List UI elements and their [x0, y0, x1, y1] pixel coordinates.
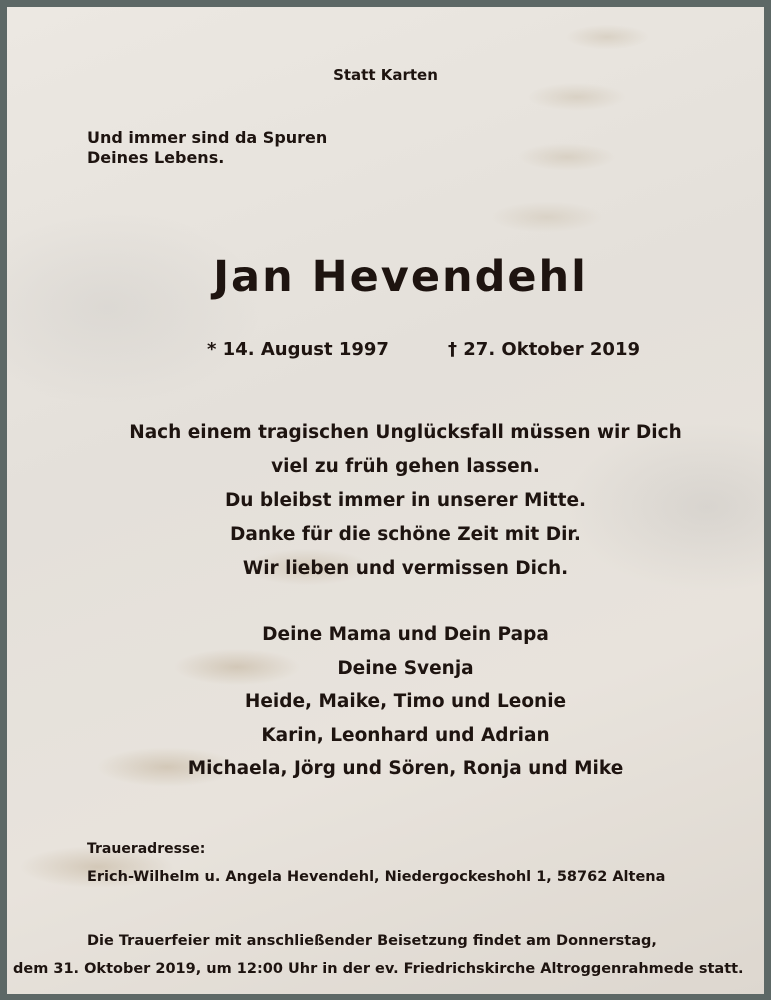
message-line: viel zu früh gehen lassen. — [271, 456, 540, 477]
motto-line: Und immer sind da Spuren — [87, 128, 328, 147]
birth-date: * 14. August 1997 — [207, 339, 389, 360]
header-label: Statt Karten — [333, 66, 438, 84]
service-line: Die Trauerfeier mit anschließender Beisetzung findet am Donnerstag, — [87, 933, 657, 949]
deceased-name: Jan Hevendehl — [213, 252, 588, 302]
message-line: Wir lieben und vermissen Dich. — [242, 558, 569, 579]
service-line: dem 31. Oktober 2019, um 12:00 Uhr in der ev. Friedrichskirche Altroggenrahmede statt. — [13, 961, 744, 977]
message — [7, 416, 764, 586]
family-list — [7, 618, 764, 786]
mourning-address-label: Traueradresse: — [87, 841, 206, 857]
motto — [87, 128, 327, 168]
motto-line: Deines Lebens. — [87, 148, 225, 167]
mourning-address: Erich-Wilhelm u. Angela Hevendehl, Niedergockeshohl 1, 58762 Altena — [87, 869, 666, 885]
family-line: Deine Svenja — [337, 657, 474, 679]
family-line: Karin, Leonhard und Adrian — [261, 724, 550, 746]
family-line: Michaela, Jörg und Sören, Ronja und Mike — [187, 758, 624, 779]
obituary-card — [7, 7, 764, 994]
message-line: Danke für die schöne Zeit mit Dir. — [230, 524, 581, 545]
death-date: † 27. Oktober 2019 — [448, 339, 640, 360]
message-line: Nach einem tragischen Unglücksfall müssen wir Dich — [129, 422, 682, 443]
family-line: Deine Mama und Dein Papa — [262, 624, 549, 645]
family-line: Heide, Maike, Timo und Leonie — [244, 691, 567, 712]
message-line: Du bleibst immer in unserer Mitte. — [224, 490, 587, 511]
